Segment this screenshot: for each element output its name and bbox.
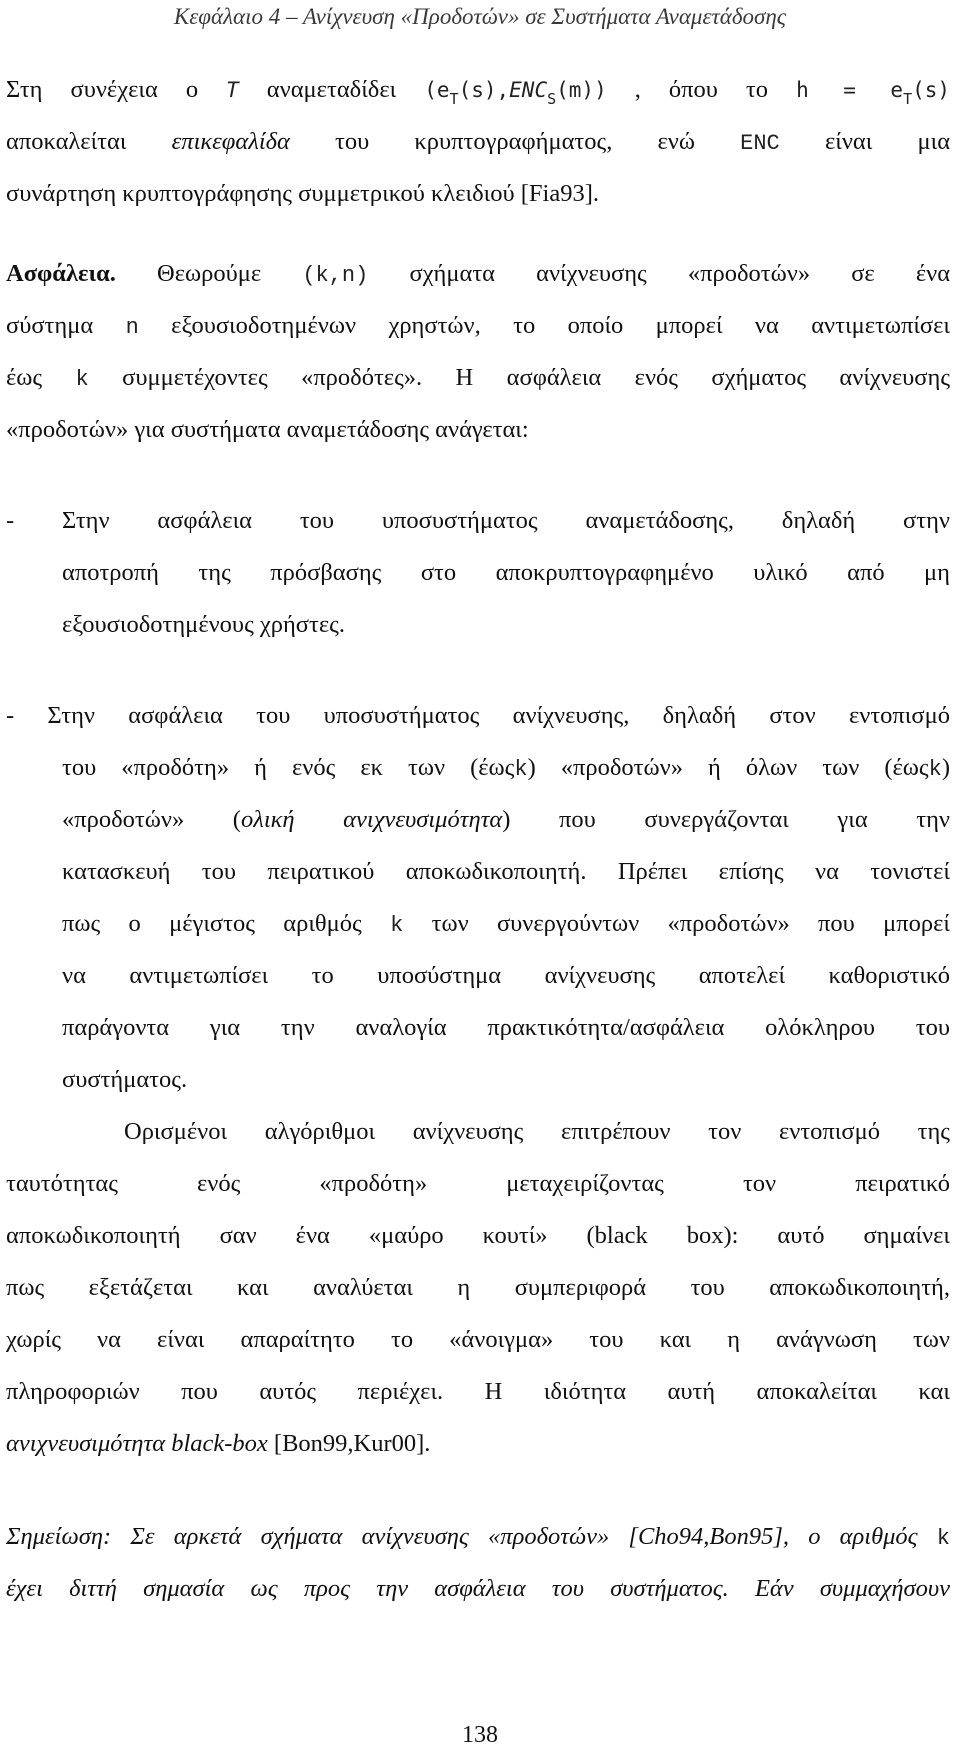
text: σχήματα ανίχνευσης «προδοτών» σε ένα	[409, 260, 951, 287]
italic-term: ολική ανιχνευσιμότητα	[240, 806, 503, 833]
section-label: Ασφάλεια.	[6, 260, 116, 287]
note-line-1	[6, 1523, 950, 1551]
math: ENC	[740, 131, 780, 156]
text: εξουσιοδοτημένων χρηστών, το οποίο μπορεί να αντιμετωπίσει	[171, 312, 951, 339]
math: k	[936, 1526, 950, 1551]
broadcast-tuple	[424, 76, 607, 108]
math: (s)	[912, 78, 951, 102]
text: ) που συνεργάζονται για την	[502, 806, 951, 833]
text: αποκαλείται	[6, 128, 127, 155]
running-header: Κεφάλαιο 4 – Ανίχνευση «Προδοτών» σε Συστήματα Αναμετάδοσης	[173, 4, 787, 29]
math: (e	[424, 78, 450, 102]
p3-line-4: πως εξετάζεται και αναλύεται η συμπεριφορά του αποκωδικοποιητή,	[6, 1274, 950, 1301]
math: (m)	[556, 78, 595, 102]
math: k	[75, 367, 89, 392]
text: «προδοτών» (	[62, 806, 241, 833]
italic-term: ανιχνευσιμότητα black-box	[6, 1430, 268, 1457]
p2-line-4: «προδοτών» για συστήματα αναμετάδοσης ανάγεται:	[6, 416, 529, 443]
bullet-2-line-1: - Στην ασφάλεια του υποσυστήματος ανίχνευσης, δηλαδή στον εντοπισμό	[6, 702, 950, 729]
bullet-2-line-2	[62, 754, 950, 782]
math-sub: S	[547, 90, 557, 108]
p3-line-5: χωρίς να είναι απαραίτητο το «άνοιγμα» του και η ανάγνωση των	[6, 1326, 950, 1353]
bullet-2-line-8: συστήματος.	[62, 1066, 188, 1093]
header-formula	[796, 76, 951, 108]
text: είναι μια	[824, 128, 951, 155]
text: Θεωρούμε	[157, 260, 262, 287]
math-sub: T	[449, 90, 459, 108]
note-label: Σημείωση:	[6, 1523, 112, 1550]
p1-line-1	[6, 76, 951, 108]
text: έως	[6, 364, 43, 391]
text: του «προδότη» ή ενός εκ των (έως	[62, 754, 515, 781]
p2-line-2	[6, 312, 950, 340]
page-number: 138	[462, 1722, 498, 1748]
text: Στη συνέχεια ο	[6, 76, 199, 103]
math: k	[390, 913, 404, 938]
p1-line-3: συνάρτηση κρυπτογράφησης συμμετρικού κλειδιού [Fia93].	[6, 180, 600, 207]
bullet-1-line-2: αποτροπή της πρόσβασης στο αποκρυπτογραφημένο υλικό από μη	[62, 559, 950, 586]
bullet-2-line-6: να αντιμετωπίσει το υποσύστημα ανίχνευσης αποτελεί καθοριστικό	[62, 962, 950, 989]
p3-line-1: Ορισμένοι αλγόριθμοι ανίχνευσης επιτρέπουν τον εντοπισμό της	[124, 1118, 950, 1145]
bullet-2-line-5	[62, 910, 950, 938]
p1-line-2	[6, 128, 950, 156]
text: των συνεργούντων «προδοτών» που μπορεί	[431, 910, 950, 937]
math: (k,n)	[302, 263, 369, 288]
math: k	[514, 757, 528, 782]
bullet-1-line-3: εξουσιοδοτημένους χρήστες.	[62, 611, 345, 638]
bullet-2-line-3	[62, 806, 950, 834]
text: συμμετέχοντες «προδότες». Η ασφάλεια ενός σχήματος ανίχνευσης	[122, 364, 951, 391]
p3-line-6: πληροφοριών που αυτός περιέχει. Η ιδιότητα αυτή αποκαλείται και	[6, 1378, 950, 1405]
bullet-2-line-7: παράγοντα για την αναλογία πρακτικότητα/ασφάλεια ολόκληρου του	[62, 1014, 950, 1041]
text: , όπου το	[634, 76, 769, 103]
p2-line-3	[6, 364, 950, 392]
note-line-2: έχει διττή σημασία ως προς την ασφάλεια του συστήματος. Εάν συμμαχήσουν	[6, 1575, 950, 1602]
text: Σε αρκετά σχήματα ανίχνευσης «προδοτών» [Cho94,Bon95], ο αριθμός	[130, 1523, 918, 1550]
math: n	[125, 315, 139, 340]
math-var: T	[226, 78, 239, 102]
text: )	[941, 754, 950, 781]
text: ) «προδοτών» ή όλων των (έως	[527, 754, 929, 781]
p3-line-7	[6, 1430, 950, 1458]
text: αναμεταδίδει	[266, 76, 397, 103]
p3-line-3: αποκωδικοποιητή σαν ένα «μαύρο κουτί» (black box): αυτό σημαίνει	[6, 1222, 950, 1249]
p3-line-2: ταυτότητας ενός «προδότη» μεταχειρίζοντας τον πειρατικό	[6, 1170, 950, 1197]
math: )	[594, 78, 607, 102]
math: k	[928, 757, 942, 782]
text: πως ο μέγιστος αριθμός	[62, 910, 362, 937]
math: ENC	[509, 78, 548, 102]
math-sub: T	[903, 90, 913, 108]
italic-term: επικεφαλίδα	[171, 128, 290, 155]
bullet-1-line-1: - Στην ασφάλεια του υποσυστήματος αναμετάδοσης, δηλαδή στην	[6, 507, 950, 534]
text: του κρυπτογραφήματος, ενώ	[335, 128, 695, 155]
text: σύστημα	[6, 312, 94, 339]
citation: [Bon99,Kur00].	[273, 1430, 431, 1457]
bullet-2-line-4: κατασκευή του πειρατικού αποκωδικοποιητή. Πρέπει επίσης να τονιστεί	[62, 858, 950, 885]
math: h = e	[796, 78, 904, 102]
p2-line-1	[6, 260, 950, 288]
math: (s),	[458, 78, 510, 102]
